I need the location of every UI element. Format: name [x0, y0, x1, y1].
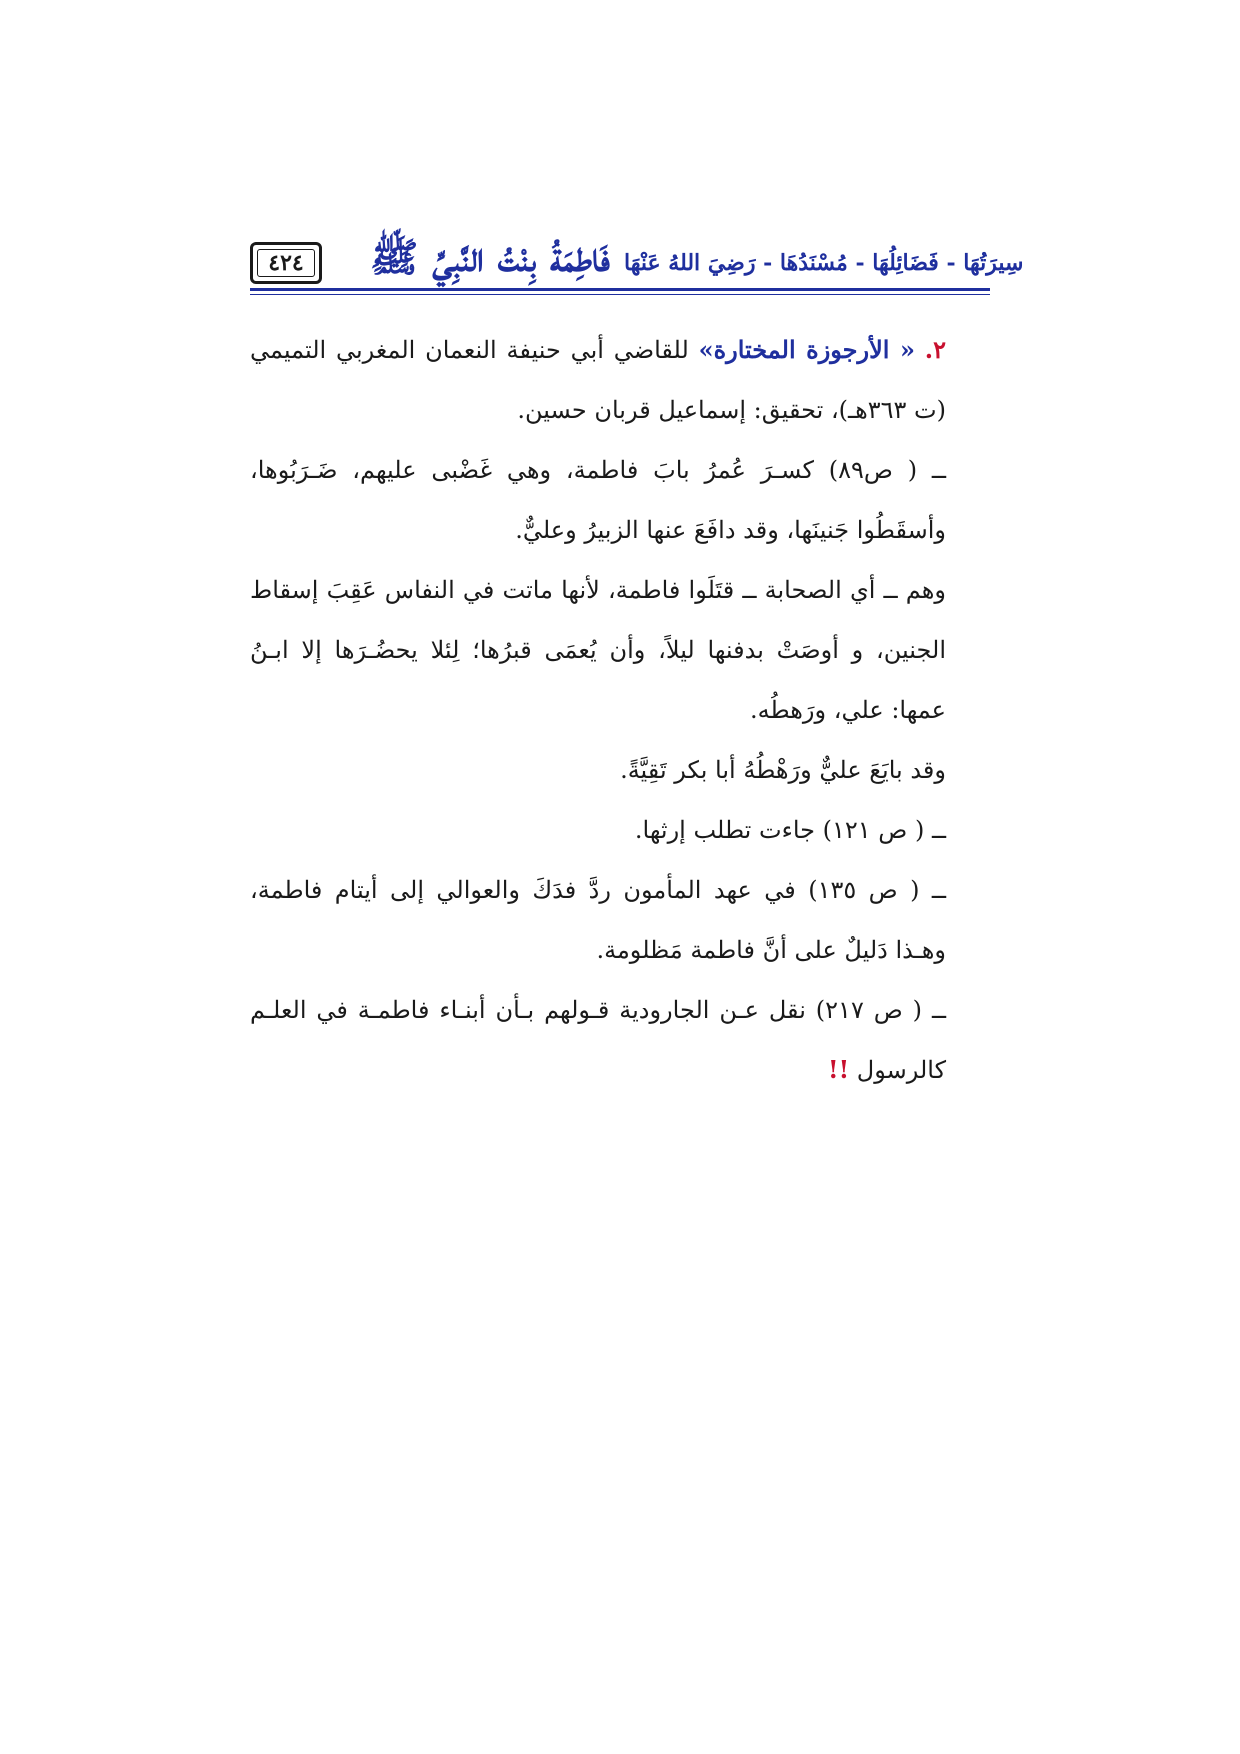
paragraph: وهم ــ أي الصحابة ــ قتَلَوا فاطمة، لأنها ماتت في النفاس عَقِبَ إسقاط الجنين، و أوصَتْ بدفنها ليلاً، وأن يُعمَى قبرُها؛ لِئلا يحضُـرَها إلا ابـنُ عمها: علي، ورَهطُه. [250, 576, 946, 724]
entry-number: ٢. [924, 335, 946, 364]
paragraph: ــ ( ص٨٩) كسـرَ عُمرُ بابَ فاطمة، وهي غَضْبى عليهم، ضَـرَبُوها، وأسقَطُوا جَنينَها، وقد دافَعَ عنها الزبيرُ وعليٌّ. [250, 456, 946, 544]
header-rule [250, 288, 990, 291]
exclamation-marks: !! [828, 1055, 850, 1084]
paragraph-book-entry [250, 320, 990, 440]
paragraph: وقد بايَعَ عليٌّ ورَهْطُهُ أبا بكر تَقِيَّةً. [620, 756, 946, 784]
paragraph: ــ ( ص ١٣٥) في عهد المأمون ردَّ فدَكَ والعوالي إلى أيتام فاطمة، وهـذا دَليلٌ على أنَّ فاطمة مَظلومة. [250, 876, 946, 964]
page-header [250, 200, 1024, 295]
page-number: ٤٢٤ [268, 250, 304, 276]
paragraph: ــ ( ص ١٢١) جاءت تطلب إرثها. [634, 816, 946, 844]
book-title-main: فَاطِمَةُ بِنْتُ النَّبِيِّ ﷺ [370, 234, 610, 281]
book-name: « الأرجوزة المختارة» [698, 335, 915, 364]
book-title-subtitle: سِيرَتُهَا - فَضَائِلُهَا - مُسْنَدُهَا - رَضِيَ اللهُ عَنْهَا [624, 250, 1024, 276]
paragraph-last [250, 980, 990, 1100]
paragraph-text: ــ ( ص ٢١٧) نقل عـن الجارودية قـولهم بـأن أبنـاء فاطمـة في العلـم كالرسول [250, 996, 947, 1084]
page-number-box [250, 242, 322, 284]
entry-text: للقاضي أبي حنيفة النعمان المغربي التميمي (ت ٣٦٣هـ)، تحقيق: إسماعيل قربان حسين. [250, 336, 946, 424]
page-body [250, 320, 990, 1100]
header-rule-thin [250, 294, 990, 295]
book-title [370, 200, 1024, 281]
